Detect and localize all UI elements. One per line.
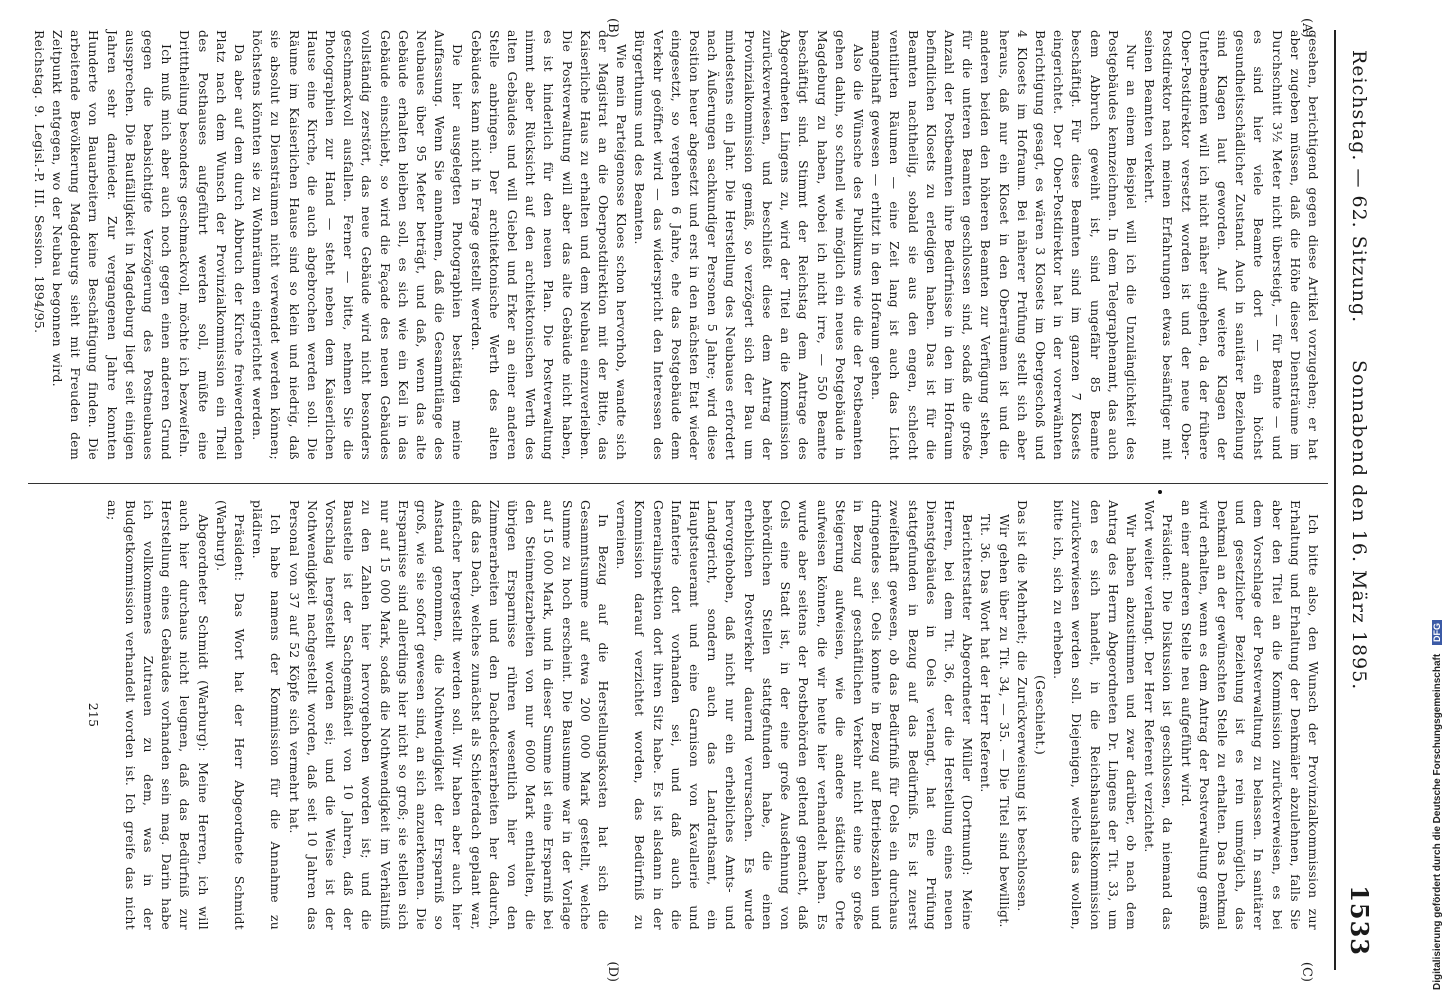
page-number: 1533 (1345, 885, 1374, 956)
left-paragraph-7: Ich muß mich aber auch noch gegen einen anderen Grund gegen die beabsichtigte Verzögerung des Postneubaues aussprechen. Die Baufälligkeit in Magdeburg liegt seit einigen Jahren sehr darnieder. Zur vergangenen Jahre konnten Hunderte von Bauarbeitern keine Beschäftigung finden. Die arbeitende Bevölkerung Magdeburgs sieht mit Freuden dem Zeitpunkt entgegen, wo der Neubau begonnen wird. (49, 30, 175, 460)
margin-marker-d: (D) (605, 961, 620, 982)
header-rule (1334, 30, 1336, 970)
left-paragraph-4: Wie mein Parteigenosse Kloes schon hervorhob, wandte sich der Magistrat an die Oberpostdirektion mit der Bitte, das Kaiserliche Haus zu erhalten und dem Neubau einzuverleiben. Die Postverwaltung will aber das alte Gebäude nicht haben, es ist hinderlich für den neuen Plan. Die Postverwaltung nimmt aber Rücksicht auf den architektonischen Werth des alten Gebäudes und will Giebel und Erker an einer anderen Stelle anbringen. Der architektonische Werth des alten Gebäudes kann nicht in Frage gestellt werden. (468, 30, 630, 460)
dfg-logo: DFG (1432, 620, 1442, 645)
header-session: Reichstag. — 62. Sitzung. (1348, 50, 1370, 324)
right-column (32, 500, 1322, 930)
credit-text: Digitalisierung gefördert durch die Deutsche Forschungsgemeinschaft (1432, 653, 1443, 990)
left-paragraph-5: Die hier ausgelegten Photographien bestätigen meine Auffassung. Wenn Sie annehmen, daß die Gesammtlänge des Neubaues über 95 Meter beträgt, und daß, wenn das alte Gebäude erhalten bleiben soll, es sich wie ein Keil in das Gebäude einschiebt, so wird die Façade des neuen Gebäudes vollständig zerstört, das neue Gebäude wird nicht besonders geschmackvoll ausfallen. Ferner — bitte, nehmen Sie die Photographien zur Hand — steht neben dem Kaiserlichen Hause eine Kirche, die auch abgebrochen werden soll. Die Räume im Kaiserlichen Hause sind so klein und niedrig, daß sie absolut zu Diensträumen nicht verwendet werden können; höchstens könnten sie zu Wohnräumen eingerichtet werden. (250, 30, 466, 460)
right-paragraph-1: Ich bitte also, den Wunsch der Provinzialkommission zur Erhaltung und Erhaltung der Denkmäler abzulehnen, falls Sie aber den Titel an die Kommission zurückverweisen, es bei dem Vorschlage der Postverwaltung zu belassen. In sanitärer und gesetzlicher Beziehung ist es rein unmöglich, das Denkmal an der gewünschten Stelle zu erhalten. Das Denkmal wird erhalten, wenn es dem Antrag der Postverwaltung gemäß an einer anderen Stelle neu aufgeführt wird. (1178, 500, 1321, 930)
rotated-document (20, 20, 1380, 980)
right-paragraph-6: Wir gehen über zu Tit. 34, — 35. — Die Titel sind bewilligt. (996, 514, 1012, 928)
right-paragraph-11: Präsident: Das Wort hat der Herr Abgeordnete Schmidt (Warburg). (213, 500, 248, 930)
header-date: Sonnabend den 16. März 1895. (1348, 360, 1370, 691)
left-column (32, 30, 1322, 460)
digitization-credit (1418, 0, 1443, 1000)
right-paragraph-8: Berichterstatter Abgeordneter Müller (Dortmund): Meine Herren, bei dem Tit. 36, der die Herstellung eines neuen Dienstgebäudes in Oels verlangt, hat eine Prüfung stattgefunden in Bezug auf das Bedürfniß. Es ist zuerst zweifelhaft gewesen, ob das Bedürfniß für Oels ein durchaus dringendes sei. Oels konnte in Bezug auf Betriebszahlen und in Bezug auf geschäftlichen Verkehr nicht eine so große Steigerung aufweisen, wie die andere städtische Orte aufweisen können, die wir heute hier verhandelt haben. Es wurde aber seitens der Postbehörden geltend gemacht, daß Oels eine Stadt ist, in der eine große Ausdehnung von behördlichen Stellen stattgefunden habe, die einen erheblichen Postverkehr dauernd verursachen. Es wurde hervorgehoben, daß nicht nur ein erhebliches Amts- und Landgericht, sondern auch das Landrathsamt, ein Hauptsteueramt und eine Garnison von Kavallerie und Infanterie dort vorhanden sei, und daß auch die Generalinspektion dort ihren Sitz habe. Es ist alsdann in der Kommission darauf verzichtet worden, das Bedürfniß zu verneinen. (614, 500, 976, 930)
margin-marker-c: (C) (1299, 961, 1314, 982)
left-footer: Reichstag. 9. Legisl.-P. III. Session. 1894/95. (31, 30, 47, 334)
credit-line (1432, 620, 1443, 990)
right-paragraph-3: Wir haben abzustimmen und zwar darüber, ob nach dem Antrag des Herrn Abgeordneten Dr. Lingens der Tit. 33, um den es sich handelt, in die Reichshaushaltskommission zurückverwiesen werden soll. Diejenigen, welche das wollen, bitte ich, sich zu erheben. (1051, 500, 1139, 930)
left-paragraph-3: Also die Wünsche des Publikums wie die der Postbeamten gehen dahin, so schnell wie möglich ein neues Postgebäude in Magdeburg zu haben, wobei ich nicht irre, — 550 Beamte beschäftigt sind. Stimmt der Reichstag dem Antrage des Abgeordneten Lingens zu, wird der Titel an die Kommission zurückverwiesen, und beschließt diese dem Antrag der Provinzialkommission gemäß, so verzögert sich der Bau um mindestens ein Jahr. Die Herstellung des Neubaues erfordert nach Äußerungen sachkundiger Personen 5 Jahre; wird diese Position heuer abgesetzt und erst in den nächsten Etat wieder eingesetzt, so vergehen 6 Jahre, ehe das Postgebäude dem Verkehr geöffnet wird — das widerspricht den Interessen des Bürgerthums und des Beamten. (632, 30, 866, 460)
right-paragraph-4: (Geschieht.) (1032, 675, 1048, 755)
right-paragraph-7: Tit. 36. Das Wort hat der Herr Referent. (978, 514, 994, 793)
column-divider (28, 483, 1328, 484)
right-paragraph-9: In Bezug auf die Herstellungskosten hat sich die Gesammtsumme auf etwa 200 000 Mark gestellt, welche Summe zu hoch erscheint. Die Bausumme war in der Vorlage auf 15 000 Mark, und in dieser Summe ist eine Ersparniß bei den Steinmetzarbeiten von nur 6000 Mark enthalten, die übrigen Ersparnisse rühren wesentlich hier von den Zimmerarbeiten und den Dachdeckerarbeiten her dadurch, daß das Dach, welches zunächst als Schieferdach geplant war, einfacher hergestellt werden soll. Wir haben aber auch hier Anstand genommen, die Nothwendigkeit der Ersparniß so groß, wie sie sofort gewesen sind, an sich anzuerkennen. Die Ersparnisse sind allerdings hier nicht so groß; sie stellen sich nur auf 15 000 Mark, sodaß die Nothwendigkeit im Verhältniß zu den Zahlen hier hervorgehoben worden ist; und die Baustelle ist der Sachgemäßheit von 10 Jahren, daß der Vorschlag hergestellt worden sei; und die Weise ist der Nothwendigkeit nachgestellt worden, daß seit 10 Jahren das Personal von 37 auf 52 Köpfe sich vermehrt hat. (286, 500, 612, 930)
right-paragraph-12: Abgeordneter Schmidt (Warburg): Meine Herren, ich will auch hier durchaus nicht leugnen, daß das Bedürfniß zur Herstellung eines Gebäudes vorhanden sein mag. Darin habe ich vollkommenes Zutrauen zu dem, was in der Budgetkommission verhandelt worden ist. Ich greife das nicht an; (104, 500, 211, 930)
right-paragraph-10: Ich habe namens der Kommission für die Annahme zu plädiren. (250, 500, 284, 930)
right-paragraph-5: Das ist die Mehrheit; die Zurückverweisung ist beschlossen. (1014, 500, 1030, 912)
running-header (1340, 30, 1380, 970)
speck (1158, 490, 1162, 494)
left-paragraph-6: Da aber auf dem durch Abbruch der Kirche freiwerdenden Platz nach dem Wunsch der Provinzialkommission ein Theil des Posthauses aufgeführt werden soll, müßte eine Dritttheilung besonders geschmackvoll, möchte ich bezweifeln. (177, 30, 248, 460)
left-paragraph-2: Nur an einem Beispiel will ich die Unzulänglichkeit des Postgebäudes kennzeichnen. In dem Telegraphenamt, das auch dem Abbruch geweiht ist, sind ungefähr 85 Beamte beschäftigt. Für diese Beamten sind im ganzen 7 Klosets eingerichtet. Der Ober-Postdirektor hat in der vorerwähnten Berichtigung gesagt, es wären 3 Klosets im Obergeschoß und 4 Klosets im Hofraum. Bei näherer Prüfung stellt sich aber heraus, daß nur ein Kloset in den Oberräumen ist und die anderen beiden den höheren Beamten zur Verfügung stehen, für die unteren Beamten geschlossen sind, sodaß die große Anzahl der Postbeamten ihre Bedürfnisse in den im Hofraum befindlichen Klosets zu erledigen haben. Das ist für die Beamten nachtheilig, sobald sie aus den engen, schlecht ventilirten Räumen — eine Zeit lang ist auch das Licht mangelhaft gewesen — erhitzt in den Hofraum gehen. (869, 30, 1139, 460)
margin-marker-a: (A) (1299, 18, 1314, 38)
right-footer: 215 (86, 702, 102, 728)
left-paragraph-1: gesehen, berichtigend gegen diese Artikel vorzugehen; er hat aber zugeben müssen, daß die Höhe dieser Diensträume im Durchschnitt 3½ Meter nicht übersteigt, — für Beamte — und es sind hier viele Beamte dort — ein höchst gesundheitsschädlicher Zustand. Auch in sanitärer Beziehung sind Klagen laut geworden. Auf weitere Klagen der Unterbeamten will ich nicht näher eingehen, da der frühere Ober-Postdirektor versetzt worden ist und der neue Ober-Postdirektor nach meinen Erfahrungen etwas besänftiger mit seinen Beamten verkehrt. (1142, 30, 1321, 460)
margin-marker-b: (B) (605, 18, 620, 38)
right-paragraph-2: Präsident: Die Diskussion ist geschlossen, da niemand das Wort weiter verlangt. Der Herr Referent verzichtet. (1142, 500, 1176, 930)
